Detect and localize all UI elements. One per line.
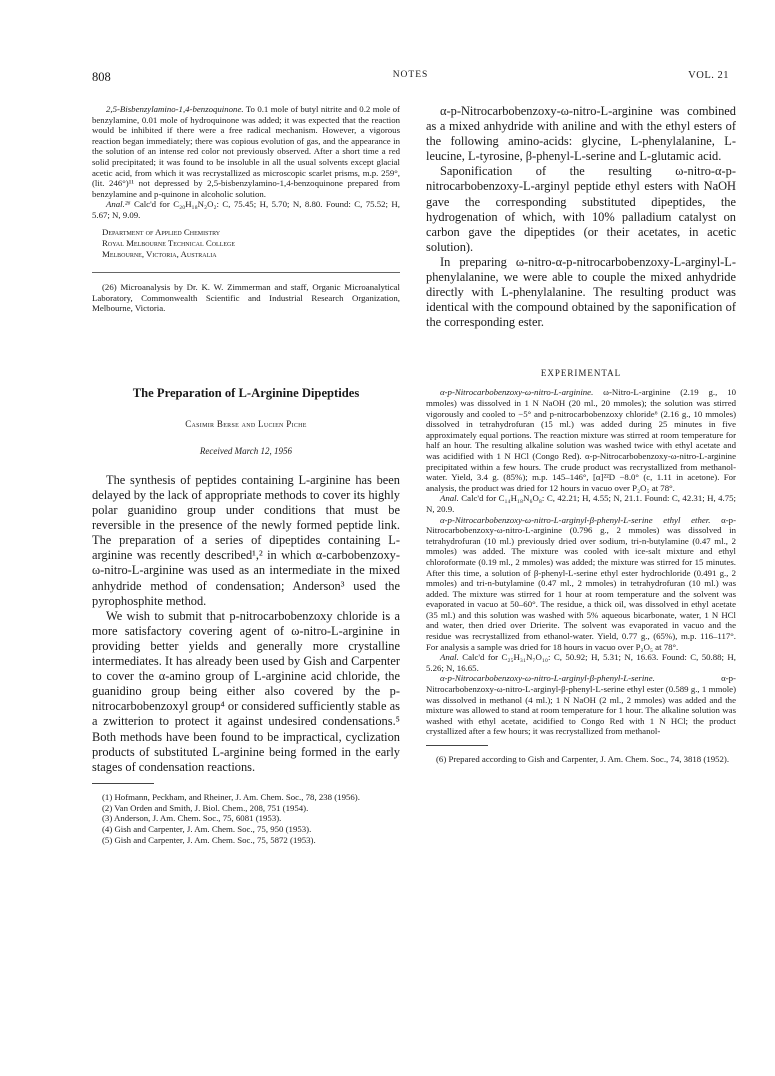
experimental-paragraph: Anal. Calc'd for C₂₅H₃₁N₇O₁₀: C, 50.92; H, 5.31; N, 16.63. Found: C, 50.88; H, 5.26; N, 16.65. — [426, 652, 736, 673]
prev-article-paragraph: 2,5-Bisbenzylamino-1,4-benzoquinone. To 0.1 mole of butyl nitrite and 0.2 mole of benzylamine, 0.01 mole of hydroquinone was added; it was expected that the reaction would be inhibited if there were a free radical mechanism. However, a vigorous reaction began immediately; there was copious evolution of gas, and the appearance in the solution of an intense red color not previously observed. After a short time a red solid precipitated; it was found to be insoluble in all the usual solvents except glacial acetic acid, from which it was recrystallized as microscopic scarlet prisms, m.p. 259°, (lit. 246°)¹¹ not depressed by 2,5-bisbenzylamino-1,4-benzoquinone prepared from benzylamine and p-quinone in alcoholic solution. — [92, 104, 400, 199]
page-number: 808 — [92, 70, 111, 84]
footnote: (3) Anderson, J. Am. Chem. Soc., 75, 6081 (1953). — [102, 813, 282, 824]
body-paragraph: Saponification of the resulting ω-nitro-α-p-nitrocarbobenzoxy-L-arginyl peptide ethyl esters with NaOH gave the corresponding substituted dipeptides, the hydrogenation of which, with 10% palladium catalyst on carbon gave the dipeptides (or their acetates, in acetic solution). — [426, 164, 736, 254]
article-title: The Preparation of L-Arginine Dipeptides — [132, 385, 360, 400]
received-date: Received March 12, 1956 — [199, 445, 293, 456]
experimental-paragraph: Anal. Calc'd for C₁₄H₁₈N₆O₈: C, 42.21; H, 4.55; N, 21.1. Found: C, 42.31; H, 4.75; N, 20.9. — [426, 493, 736, 514]
footnote: (1) Hofmann, Peckham, and Rheiner, J. Am. Chem. Soc., 78, 238 (1956). — [102, 791, 360, 802]
experimental-paragraph: α-p-Nitrocarbobenzoxy-ω-nitro-L-arginyl-β-phenyl-L-serine. α-p-Nitrocarbobenzoxy-ω-nitro-L-arginyl-β-phenyl-L-serine ethyl ester (0.589 g., 1 mmole) was dissolved in methanol (4 ml.); 1 N NaOH (2 ml., 2 mmoles) was added and the mixture was allowed to stand at room temperature for 1 hour. The alkaline solution was washed with ethyl acetate, acidified to Congo Red with 1 N HCl; the product crystallized after a few hours; it was recrystallized from methanol- — [426, 673, 736, 737]
experimental-heading: EXPERIMENTAL — [540, 368, 622, 379]
divider — [92, 272, 400, 273]
footnote: (5) Gish and Carpenter, J. Am. Chem. Soc., 75, 5872 (1953). — [102, 834, 316, 845]
footnote-rule — [426, 745, 488, 746]
article-authors: Casimir Berse and Lucien Piche — [185, 418, 307, 429]
left-column — [92, 104, 400, 846]
body-paragraph: We wish to submit that p-nitrocarbobenzoxy chloride is a more satisfactory covering agent of ω-nitro-L-arginine in providing better yields and generally more crystalline intermediates. It has already been used by Gish and Carpenter to cover the α-amino group of L-arginine acid chloride, the guanidino group being either also covered by the p-nitrocarbobenzoxyl group⁴ or considered sufficiently stable as a zwitterion to protect it against undesired condensations.⁵ Both methods have been found to be impractical, cyclization products of substituted L-arginine being formed in the early stages of condensation reactions. — [92, 608, 400, 774]
experimental-paragraph: α-p-Nitrocarbobenzoxy-ω-nitro-L-arginine. ω-Nitro-L-arginine (2.19 g., 10 mmoles) was dissolved in 1 N NaOH (20 ml., 20 mmoles); the solution was stirred vigorously and cooled to −5° and p-nitrocarbobenzoxy chloride⁶ (2.16 g., 10 mmoles) dissolved in tetrahydrofuran (15 ml.) was added during 25 minutes in five approximately equal portions. The reaction mixture was stirred at room temperature for half an hour. The resulting alkaline solution was washed twice with ethyl acetate and was acidified with 1 N HCl (Congo Red). α-p-Nitrocarbobenzoxy-ω-nitro-L-arginine precipitated within a few hours. The crude product was recrystallized from methanol-water. Yield, 3.4 g. (85%); m.p. 145–146°, [α]²²D −8.0° (c, 1.11 in acetone). For analysis, the product was dried for 12 hours in vacuo over P₂O₅ at 78°. — [426, 387, 736, 493]
experimental-paragraph: α-p-Nitrocarbobenzoxy-ω-nitro-L-arginyl-β-phenyl-L-serine ethyl ether. α-p-Nitrocarbobenzoxy-ω-nitro-L-arginine (0.796 g., 2 mmoles) was dissolved in tetrahydrofuran (10 ml.) previously dried over sodium, tri-n-butylamine (0.47 ml., 2 mmoles) was added. The mixture was cooled with ice-salt mixture and ethyl chloroformate (0.19 ml., 2 mmoles) was added; the mixture was stirred for 15 minutes. After this time, a solution of β-phenyl-L-serine ethyl ester hydrochloride (0.491 g., 2 mmoles) and tri-n-butylamine (0.47 ml., 2 mmoles) in tetrahydrofuran (10 ml.) was added. The mixture was stirred for 1 hour at room temperature and the solvent was evaporated in vacuo at 50–60°. The residue, a thick oil, was dissolved in ethyl acetate (35 ml.) and this solution was washed with 5% aqueous bicarbonate, water, 1 N HCl and water, then dried over Drierite. The solvent was evaporated in vacuo and the residue was recrystallized from ethanol-water. Yield, 0.77 g., (65%), m.p. 116–117°. For analysis a sample was dried for 18 hours in vacuo over P₂O₅ at 78°. — [426, 514, 736, 652]
footnote: (4) Gish and Carpenter, J. Am. Chem. Soc., 75, 950 (1953). — [102, 824, 312, 835]
prev-article-footnote: (26) Microanalysis by Dr. K. W. Zimmerman and staff, Organic Microanalytical Laboratory, Commonwealth Scientific and Industrial Research Organization, Melbourne, Victoria. — [92, 282, 400, 314]
running-title: NOTES — [392, 70, 429, 80]
body-paragraph: In preparing ω-nitro-α-p-nitrocarbobenzoxy-L-arginyl-L-phenylalanine, we were able to couple the mixed anhydride directly with L-phenylalanine. The resulting product was identical with the compound obtained by the saponification of the corresponding ester. — [426, 254, 736, 330]
footnotes — [92, 792, 400, 846]
body-paragraph: The synthesis of peptides containing L-arginine has been delayed by the lack of appropriate methods to cover its highly polar guanidino group under conditions that must be reversible in the presence of the newly formed peptide link. The preparation of a series of dipeptides containing L-arginine was recently described¹,² in which α-carbobenzoxy-ω-nitro-L-arginine was used as an intermediate in the mixed anhydride method of condensation; Anderson³ used the pyrophosphite method. — [92, 472, 400, 608]
affiliation: Department of Applied Chemistry Royal Melbourne Technical College Melbourne, Victoria, Australia — [102, 226, 236, 259]
right-column — [426, 104, 736, 765]
footnote: (2) Van Orden and Smith, J. Biol. Chem., 208, 751 (1954). — [102, 802, 309, 813]
body-paragraph: α-p-Nitrocarbobenzoxy-ω-nitro-L-arginine was combined as a mixed anhydride with aniline and with the ethyl esters of the following amino-acids: glycine, L-phenylalanine, L-leucine, L-tyrosine, β-phenyl-L-serine and L-glutamic acid. — [426, 104, 736, 164]
volume-label: VOL. 21 — [688, 70, 729, 81]
footnote: (6) Prepared according to Gish and Carpenter, J. Am. Chem. Soc., 74, 3818 (1952). — [436, 754, 730, 764]
footnote-rule — [92, 783, 154, 784]
prev-article-title: 2,5-Bisbenzylamino-1,4-benzoquinone. — [106, 104, 244, 114]
running-header — [92, 70, 729, 86]
prev-article-analysis: Anal.²⁶ Calc'd for C₂₀H₁₈N₂O₂: C, 75.45; H, 5.70; N, 8.80. Found: C, 75.52; H, 5.67; N, 9.09. — [92, 199, 400, 220]
